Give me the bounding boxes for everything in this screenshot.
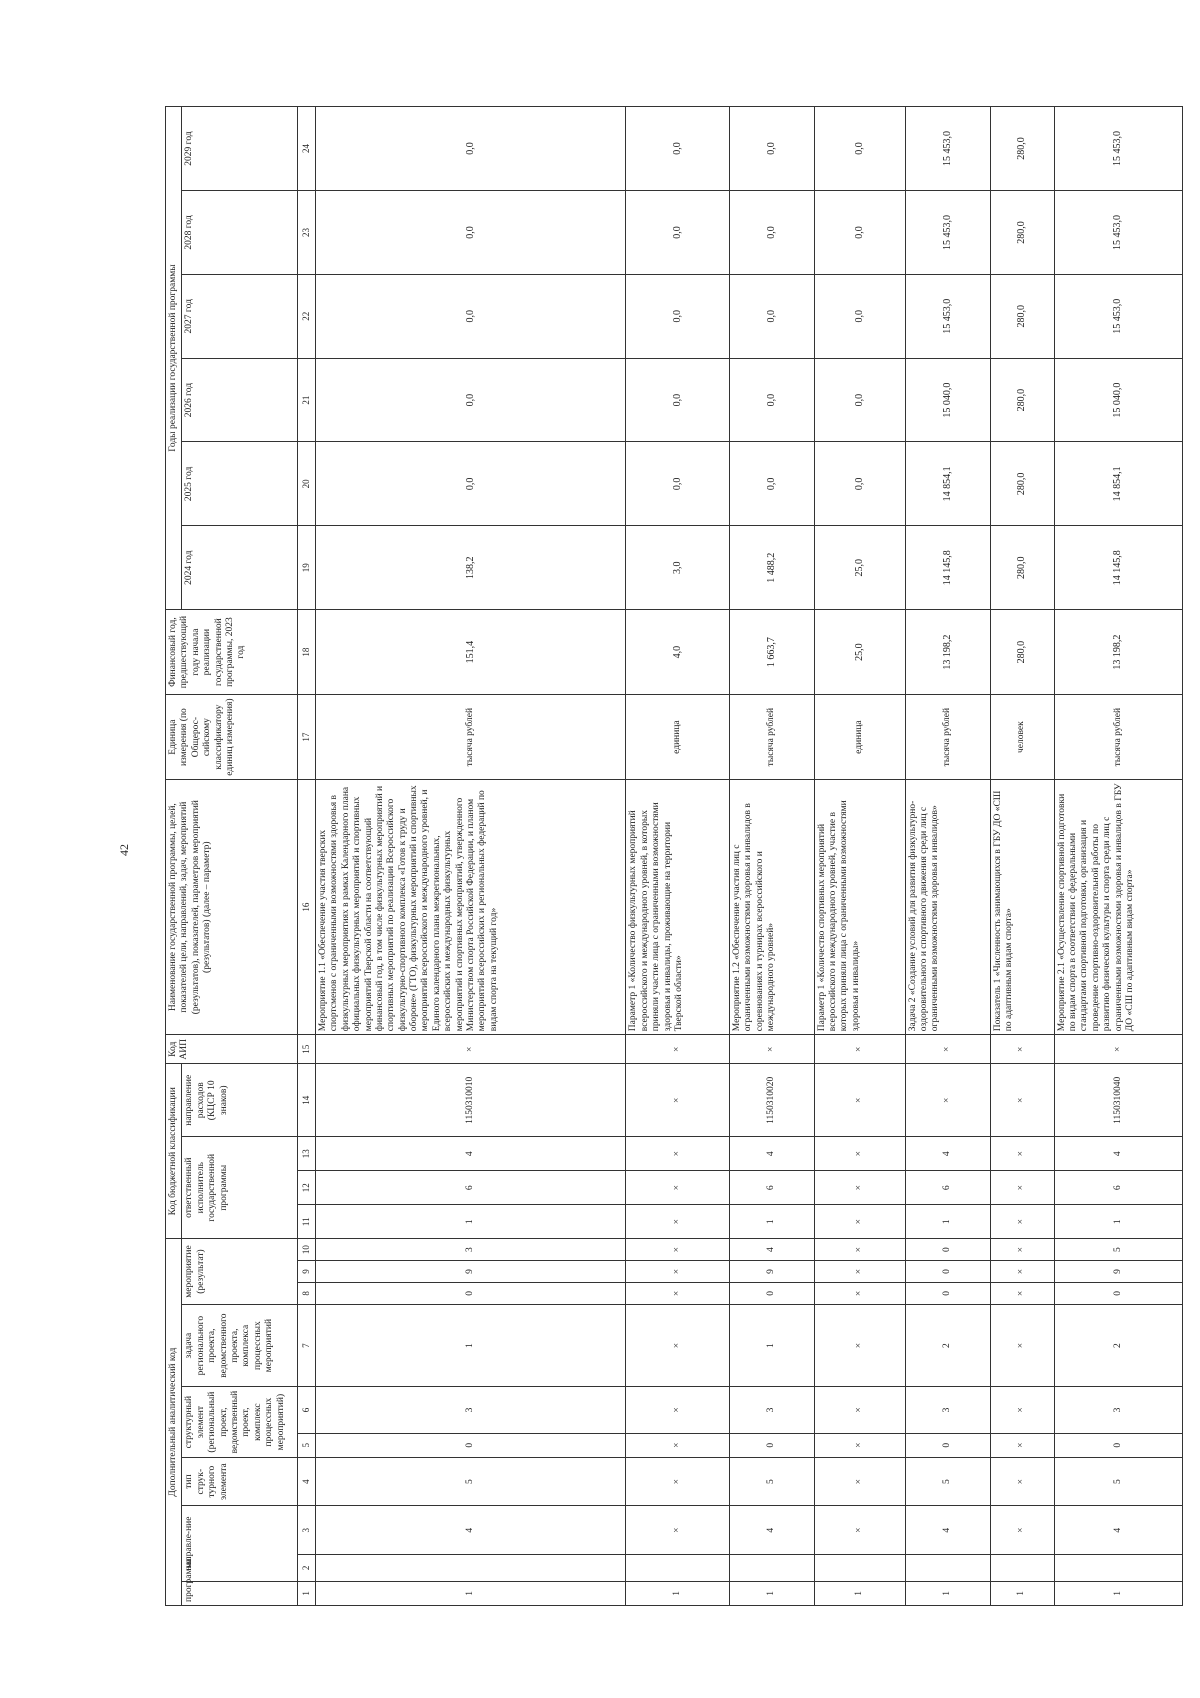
header-year-5: 2028 год xyxy=(182,191,298,275)
code-cell: × xyxy=(626,1064,729,1137)
rotated-table-wrapper xyxy=(165,106,1183,1606)
code-cell: × xyxy=(814,1064,905,1137)
code-cell: × xyxy=(814,1239,905,1261)
column-number: 17 xyxy=(298,695,316,780)
code-cell: 4 xyxy=(905,1506,990,1555)
code-cell: × xyxy=(626,1261,729,1283)
value-cell: 138,2 xyxy=(315,526,625,610)
code-cell: 3 xyxy=(905,1387,990,1433)
column-number: 11 xyxy=(298,1205,316,1239)
header-programma: программа xyxy=(182,1581,298,1605)
code-cell: × xyxy=(990,1457,1054,1506)
header-year-3: 2026 год xyxy=(182,358,298,442)
value-cell: 15 453,0 xyxy=(1054,274,1182,358)
column-number: 21 xyxy=(298,358,316,442)
column-number-row xyxy=(298,107,316,1606)
header-gody: Годы реализации государственной программы xyxy=(166,107,182,610)
value-cell: 151,4 xyxy=(315,610,625,695)
row-unit: тысяча рублей xyxy=(1054,695,1182,780)
table-row xyxy=(626,107,729,1606)
code-cell: 5 xyxy=(1054,1239,1182,1261)
code-cell: 4 xyxy=(315,1137,625,1171)
value-cell: 0,0 xyxy=(814,274,905,358)
code-cell: 4 xyxy=(729,1506,814,1555)
code-cell: × xyxy=(626,1171,729,1205)
value-cell: 15 040,0 xyxy=(905,358,990,442)
column-number: 22 xyxy=(298,274,316,358)
code-cell: 4 xyxy=(1054,1506,1182,1555)
code-cell: 4 xyxy=(729,1239,814,1261)
row-name: Мероприятие 2.1 «Осуществление спортивной подготовки по видам спорта в соответствии с федеральными стандартами спортивной подготовки, организация и проведение спортивно-оздоровительной работы по развитию физической культуры и спорта среди лиц с ограниченными возможностями здоровья и инвалидов в ГБУ ДО «СШ по адаптивным видам спорта» xyxy=(1054,780,1182,1035)
code-cell: 1150310010 xyxy=(315,1064,625,1137)
header-otvetstv: ответственный исполнитель государственной программы xyxy=(182,1137,298,1239)
code-cell: × xyxy=(990,1035,1054,1064)
code-cell: 1 xyxy=(905,1581,990,1605)
page-number: 42 xyxy=(117,844,131,856)
value-cell: 1 488,2 xyxy=(729,526,814,610)
table-row xyxy=(990,107,1054,1606)
header-dop-code: Дополнительный аналитический код xyxy=(166,1239,182,1606)
row-unit: тысяча рублей xyxy=(905,695,990,780)
code-cell xyxy=(626,1555,729,1582)
code-cell: 1150310040 xyxy=(1054,1064,1182,1137)
value-cell: 3,0 xyxy=(626,526,729,610)
code-cell xyxy=(814,1555,905,1582)
header-kod-aip: Код АИП xyxy=(166,1035,298,1064)
code-cell: × xyxy=(990,1261,1054,1283)
row-unit: единица xyxy=(626,695,729,780)
value-cell: 0,0 xyxy=(626,274,729,358)
code-cell: × xyxy=(626,1035,729,1064)
value-cell: 15 453,0 xyxy=(905,274,990,358)
header-kod-budget: Код бюджетной классификации xyxy=(166,1064,182,1239)
code-cell: 2 xyxy=(1054,1304,1182,1387)
table-row xyxy=(729,107,814,1606)
code-cell: × xyxy=(814,1387,905,1433)
code-cell: 3 xyxy=(315,1387,625,1433)
code-cell: 3 xyxy=(1054,1387,1182,1433)
row-name: Мероприятие 1.2 «Обеспечение участия лиц с ограниченными возможностями здоровья и инвалидов в соревнованиях и турнирах всероссийского и международного уровней» xyxy=(729,780,814,1035)
column-number: 18 xyxy=(298,610,316,695)
column-number: 3 xyxy=(298,1506,316,1555)
code-cell: 1150310020 xyxy=(729,1064,814,1137)
code-cell: × xyxy=(729,1035,814,1064)
value-cell: 1 663,7 xyxy=(729,610,814,695)
value-cell: 0,0 xyxy=(626,191,729,275)
column-number: 5 xyxy=(298,1433,316,1457)
value-cell: 14 854,1 xyxy=(1054,442,1182,526)
code-cell: 4 xyxy=(315,1506,625,1555)
value-cell: 0,0 xyxy=(729,274,814,358)
value-cell: 0,0 xyxy=(315,358,625,442)
value-cell: 14 145,8 xyxy=(1054,526,1182,610)
code-cell: × xyxy=(814,1035,905,1064)
code-cell: 2 xyxy=(905,1304,990,1387)
column-number: 4 xyxy=(298,1457,316,1506)
header-naimenovanie: Наименование государственной программы, целей, показателей цели, направлений, задач, мероприятий (результатов), показателей, параметров мероприятий (результатов) (далее – параметр) xyxy=(166,780,298,1035)
code-cell: × xyxy=(990,1387,1054,1433)
code-cell: × xyxy=(990,1433,1054,1457)
code-cell: 0 xyxy=(315,1282,625,1304)
value-cell: 280,0 xyxy=(990,610,1054,695)
header-tip: тип струк-турного элемента xyxy=(182,1457,298,1506)
code-cell: 1 xyxy=(814,1581,905,1605)
code-cell: × xyxy=(626,1457,729,1506)
code-cell: 0 xyxy=(1054,1282,1182,1304)
column-number: 9 xyxy=(298,1261,316,1283)
code-cell: 9 xyxy=(315,1261,625,1283)
code-cell xyxy=(1054,1555,1182,1582)
code-cell: 0 xyxy=(729,1282,814,1304)
header-fin-god: Финансовый год, предшествующий году начала реализации государственной программы, 2023 год xyxy=(166,610,298,695)
code-cell: × xyxy=(814,1137,905,1171)
value-cell: 0,0 xyxy=(729,191,814,275)
code-cell: × xyxy=(814,1205,905,1239)
code-cell: 5 xyxy=(729,1457,814,1506)
value-cell: 25,0 xyxy=(814,610,905,695)
row-name: Задача 2 «Создание условий для развития физкультурно-оздоровительного и спортивного движения среди лиц с ограниченными возможностями здоровья и инвалидов» xyxy=(905,780,990,1035)
code-cell: 6 xyxy=(905,1171,990,1205)
header-struct-element: структурный элемент (региональный проект, ведомственный проект, комплекс процессных мероприятий) xyxy=(182,1387,298,1457)
code-cell: × xyxy=(814,1171,905,1205)
value-cell: 0,0 xyxy=(814,442,905,526)
code-cell: × xyxy=(990,1137,1054,1171)
code-cell xyxy=(990,1555,1054,1582)
code-cell: 6 xyxy=(1054,1171,1182,1205)
column-number: 20 xyxy=(298,442,316,526)
code-cell: 1 xyxy=(626,1581,729,1605)
column-number: 13 xyxy=(298,1137,316,1171)
column-number: 16 xyxy=(298,780,316,1035)
value-cell: 0,0 xyxy=(626,107,729,191)
code-cell: × xyxy=(315,1035,625,1064)
value-cell: 15 453,0 xyxy=(905,107,990,191)
value-cell: 13 198,2 xyxy=(905,610,990,695)
code-cell: × xyxy=(905,1064,990,1137)
code-cell: 1 xyxy=(1054,1205,1182,1239)
code-cell: 9 xyxy=(1054,1261,1182,1283)
column-number: 2 xyxy=(298,1555,316,1582)
code-cell xyxy=(729,1555,814,1582)
column-number: 14 xyxy=(298,1064,316,1137)
header-zadacha: задача регионального проекта, ведомственного проекта, комплекса процессных мероприятий xyxy=(182,1304,298,1387)
code-cell: 4 xyxy=(729,1137,814,1171)
header-year-1: 2024 год xyxy=(182,526,298,610)
code-cell: × xyxy=(990,1171,1054,1205)
code-cell: 1 xyxy=(315,1581,625,1605)
header-year-2: 2025 год xyxy=(182,442,298,526)
code-cell: 0 xyxy=(905,1261,990,1283)
code-cell: × xyxy=(626,1433,729,1457)
code-cell: 1 xyxy=(729,1205,814,1239)
code-cell: 6 xyxy=(729,1171,814,1205)
value-cell: 280,0 xyxy=(990,358,1054,442)
code-cell: × xyxy=(990,1304,1054,1387)
code-cell: × xyxy=(626,1205,729,1239)
code-cell: 3 xyxy=(315,1239,625,1261)
code-cell: 9 xyxy=(729,1261,814,1283)
header-year-6: 2029 год xyxy=(182,107,298,191)
code-cell: × xyxy=(814,1304,905,1387)
code-cell: × xyxy=(990,1205,1054,1239)
code-cell: × xyxy=(990,1064,1054,1137)
code-cell: 0 xyxy=(905,1433,990,1457)
value-cell: 14 145,8 xyxy=(905,526,990,610)
column-number: 6 xyxy=(298,1387,316,1433)
code-cell: 4 xyxy=(905,1137,990,1171)
value-cell: 0,0 xyxy=(729,442,814,526)
value-cell: 280,0 xyxy=(990,526,1054,610)
value-cell: 0,0 xyxy=(729,358,814,442)
value-cell: 280,0 xyxy=(990,274,1054,358)
value-cell: 0,0 xyxy=(814,358,905,442)
table-row xyxy=(315,107,625,1606)
value-cell: 0,0 xyxy=(814,107,905,191)
column-number: 23 xyxy=(298,191,316,275)
value-cell: 280,0 xyxy=(990,191,1054,275)
value-cell: 0,0 xyxy=(315,191,625,275)
code-cell: 6 xyxy=(315,1171,625,1205)
header-napravlenie: направле-ние xyxy=(182,1506,298,1581)
value-cell: 280,0 xyxy=(990,107,1054,191)
code-cell: 4 xyxy=(1054,1137,1182,1171)
header-meropriyatie: мероприятие (результат) xyxy=(182,1239,298,1305)
code-cell: × xyxy=(626,1506,729,1555)
header-edinica: Единица измерения (по Общерос-сийскому классификатору единиц измерения) xyxy=(166,695,298,780)
table-row xyxy=(905,107,990,1606)
code-cell: 0 xyxy=(315,1433,625,1457)
column-number: 19 xyxy=(298,526,316,610)
code-cell: 0 xyxy=(729,1433,814,1457)
code-cell: × xyxy=(814,1433,905,1457)
code-cell: 5 xyxy=(315,1457,625,1506)
row-name: Мероприятие 1.1 «Обеспечение участия тверских спортсменов с ограниченными возможностями здоровья в физкультурных мероприятиях в рамках Календарного плана официальных физкультурных мероприятий и спортивных мероприятий Тверской области на соответствующий финансовый год, в том числе физкультурных мероприятий и спортивных мероприятий по реализации Всероссийского физкультурно-спортивного комплекса «Готов к труду и обороне» (ГТО), физкультурных мероприятий и спортивных мероприятий всероссийского и международного уровней, и Единого календарного плана межрегиональных, всероссийских и международных физкультурных мероприятий и спортивных мероприятий, утвержденного Министерством спорта Российской Федерации, и планом мероприятий всероссийских и региональных федераций по видам спорта на текущий год» xyxy=(315,780,625,1035)
value-cell: 15 453,0 xyxy=(1054,107,1182,191)
column-number: 7 xyxy=(298,1304,316,1387)
code-cell: × xyxy=(626,1239,729,1261)
code-cell: × xyxy=(990,1282,1054,1304)
code-cell: 1 xyxy=(729,1304,814,1387)
value-cell: 13 198,2 xyxy=(1054,610,1182,695)
value-cell: 25,0 xyxy=(814,526,905,610)
row-name: Параметр 1 «Количество спортивных мероприятий всероссийского и международного уровней, участие в которых приняли лица с ограниченными возможностями здоровья и инвалиды» xyxy=(814,780,905,1035)
code-cell: × xyxy=(626,1304,729,1387)
row-unit: человек xyxy=(990,695,1054,780)
column-number: 12 xyxy=(298,1171,316,1205)
value-cell: 0,0 xyxy=(626,358,729,442)
value-cell: 0,0 xyxy=(729,107,814,191)
code-cell: × xyxy=(814,1457,905,1506)
column-number: 15 xyxy=(298,1035,316,1064)
code-cell: × xyxy=(814,1261,905,1283)
value-cell: 280,0 xyxy=(990,442,1054,526)
code-cell: 1 xyxy=(315,1304,625,1387)
code-cell: × xyxy=(905,1035,990,1064)
code-cell: 1 xyxy=(1054,1581,1182,1605)
table-row xyxy=(1054,107,1182,1606)
value-cell: 4,0 xyxy=(626,610,729,695)
code-cell: 0 xyxy=(905,1239,990,1261)
code-cell: 0 xyxy=(1054,1433,1182,1457)
code-cell: 1 xyxy=(315,1205,625,1239)
table-body xyxy=(298,107,1183,1606)
code-cell: 1 xyxy=(990,1581,1054,1605)
row-name: Параметр 1 «Количество физкультурных мероприятий всероссийского и международного уровней, в которых приняли участие лица с ограниченными возможностями здоровья и инвалиды, проживающие на территории Тверской области» xyxy=(626,780,729,1035)
column-number: 1 xyxy=(298,1581,316,1605)
code-cell: × xyxy=(990,1239,1054,1261)
code-cell: × xyxy=(626,1137,729,1171)
code-cell: × xyxy=(626,1282,729,1304)
code-cell: × xyxy=(626,1387,729,1433)
column-number: 10 xyxy=(298,1239,316,1261)
header-napr-rashodov: направление расходов (КЦСР 10 знаков) xyxy=(182,1064,298,1137)
column-number: 24 xyxy=(298,107,316,191)
code-cell xyxy=(315,1555,625,1582)
row-unit: единица xyxy=(814,695,905,780)
column-number: 8 xyxy=(298,1282,316,1304)
value-cell: 0,0 xyxy=(315,442,625,526)
row-unit: тысяча рублей xyxy=(315,695,625,780)
code-cell: 1 xyxy=(905,1205,990,1239)
code-cell: 3 xyxy=(729,1387,814,1433)
value-cell: 15 040,0 xyxy=(1054,358,1182,442)
code-cell: 1 xyxy=(729,1581,814,1605)
value-cell: 15 453,0 xyxy=(1054,191,1182,275)
code-cell: × xyxy=(814,1506,905,1555)
code-cell: 5 xyxy=(905,1457,990,1506)
value-cell: 0,0 xyxy=(626,442,729,526)
code-cell xyxy=(905,1555,990,1582)
code-cell: × xyxy=(1054,1035,1182,1064)
program-table xyxy=(165,106,1183,1606)
value-cell: 14 854,1 xyxy=(905,442,990,526)
header-year-4: 2027 год xyxy=(182,274,298,358)
code-cell: × xyxy=(814,1282,905,1304)
value-cell: 0,0 xyxy=(315,274,625,358)
value-cell: 0,0 xyxy=(814,191,905,275)
code-cell: 0 xyxy=(905,1282,990,1304)
row-name: Показатель 1 «Численность занимающихся в ГБУ ДО «СШ по адаптивным видам спорта» xyxy=(990,780,1054,1035)
code-cell: 5 xyxy=(1054,1457,1182,1506)
code-cell: × xyxy=(990,1506,1054,1555)
value-cell: 0,0 xyxy=(315,107,625,191)
table-row xyxy=(814,107,905,1606)
value-cell: 15 453,0 xyxy=(905,191,990,275)
row-unit: тысяча рублей xyxy=(729,695,814,780)
